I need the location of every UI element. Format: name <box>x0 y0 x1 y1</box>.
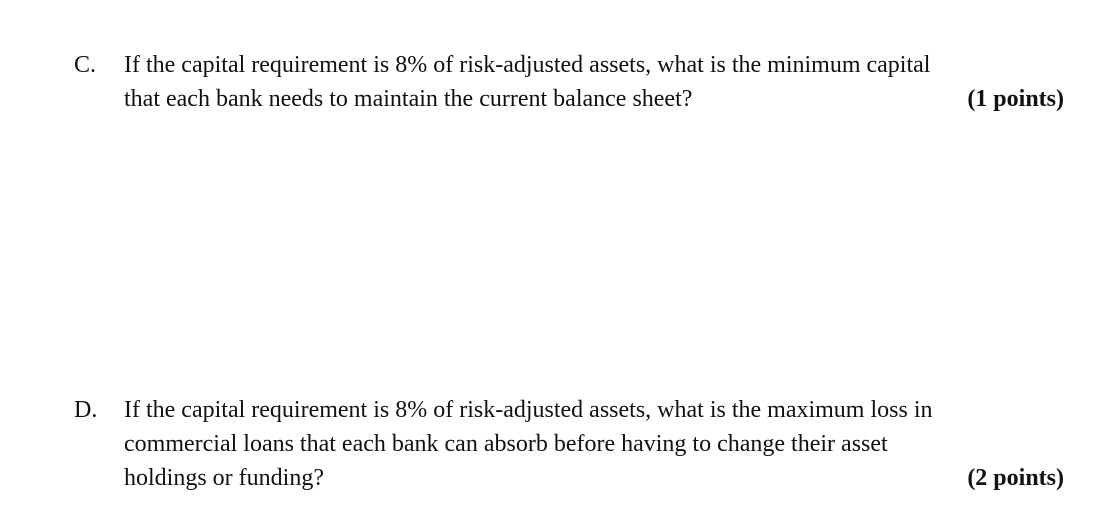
question-c-line-2: that each bank needs to maintain the current balance sheet? <box>124 86 693 112</box>
question-d-line-3: holdings or funding? <box>124 465 324 491</box>
question-c-points: (1 points) <box>967 86 1064 112</box>
question-c-letter: C. <box>74 52 97 78</box>
question-d <box>74 393 1064 495</box>
question-d-letter: D. <box>74 397 98 423</box>
question-d-line-1: If the capital requirement is 8% of risk-adjusted assets, what is the maximum loss in <box>124 397 933 423</box>
question-c-line-1: If the capital requirement is 8% of risk-adjusted assets, what is the minimum capital <box>124 52 931 78</box>
question-d-text <box>124 393 1064 495</box>
question-c-text <box>124 48 1064 116</box>
question-c <box>74 48 1064 116</box>
question-d-line-2: commercial loans that each bank can absorb before having to change their asset <box>124 431 888 457</box>
question-d-points: (2 points) <box>967 465 1064 491</box>
